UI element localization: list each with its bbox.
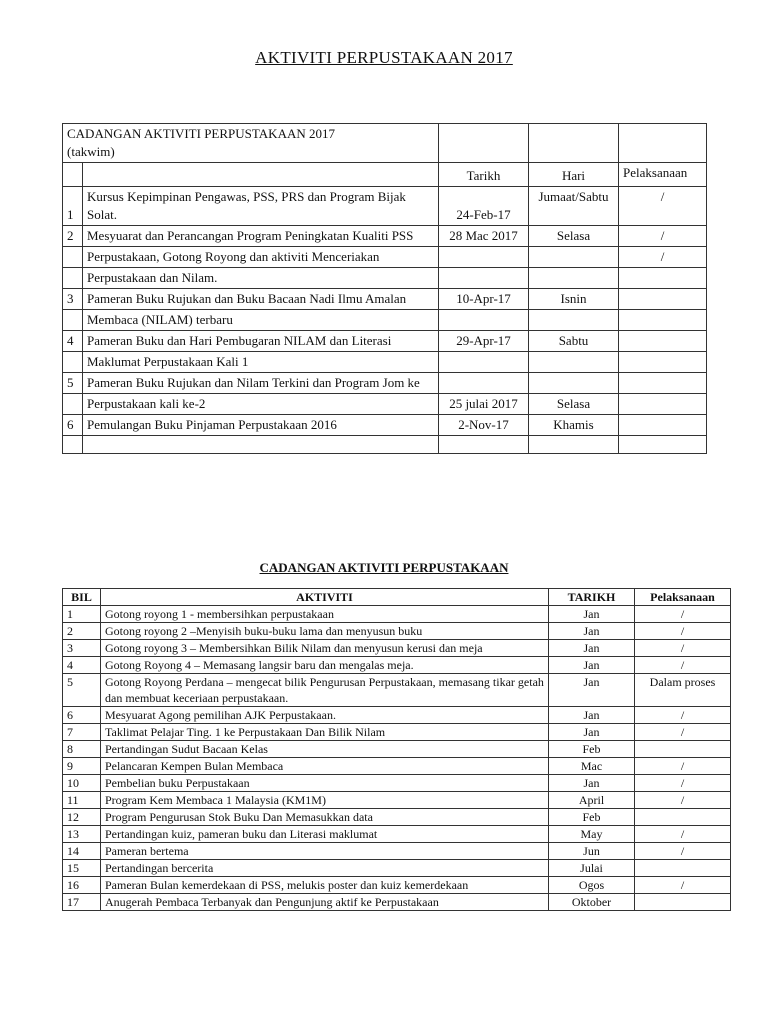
table-row xyxy=(63,758,731,775)
row-bil: 13 xyxy=(63,826,101,843)
row-tarikh: Jan xyxy=(549,707,635,724)
row-aktiviti: Pertandingan Sudut Bacaan Kelas xyxy=(101,741,549,758)
row-pelaksanaan: / xyxy=(619,187,707,226)
col-hari-header: Hari xyxy=(529,163,619,187)
row-aktiviti: Gotong royong 2 –Menyisih buku-buku lama dan menyusun buku xyxy=(101,623,549,640)
row-pelaksanaan xyxy=(619,352,707,373)
row-tarikh: May xyxy=(549,826,635,843)
row-tarikh: 24-Feb-17 xyxy=(439,187,529,226)
row-aktiviti: Pertandingan kuiz, pameran buku dan Literasi maklumat xyxy=(101,826,549,843)
row-tarikh: Feb xyxy=(549,809,635,826)
row-pelaksanaan xyxy=(619,415,707,436)
row-number xyxy=(63,436,83,454)
row-aktiviti: Gotong Royong 4 – Memasang langsir baru dan mengalas meja. xyxy=(101,657,549,674)
table-row xyxy=(63,226,707,247)
row-tarikh xyxy=(439,310,529,331)
row-number xyxy=(63,268,83,289)
row-pelaksanaan: / xyxy=(635,623,731,640)
row-number: 3 xyxy=(63,289,83,310)
row-tarikh: 2-Nov-17 xyxy=(439,415,529,436)
row-bil: 1 xyxy=(63,606,101,623)
takwim-header-line1: CADANGAN AKTIVITI PERPUSTAKAAN 2017 xyxy=(67,126,335,141)
table-row xyxy=(63,331,707,352)
table-row xyxy=(63,247,707,268)
table-header-row xyxy=(63,124,707,163)
row-pelaksanaan: Dalam proses xyxy=(635,674,731,707)
row-bil: 10 xyxy=(63,775,101,792)
row-aktiviti: Program Pengurusan Stok Buku Dan Memasukkan data xyxy=(101,809,549,826)
row-tarikh: Jan xyxy=(549,640,635,657)
row-number: 1 xyxy=(63,187,83,226)
table-row xyxy=(63,809,731,826)
row-number: 4 xyxy=(63,331,83,352)
row-aktiviti: Gotong royong 3 – Membersihkan Bilik Nilam dan menyusun kerusi dan meja xyxy=(101,640,549,657)
row-aktiviti: Pameran Bulan kemerdekaan di PSS, melukis poster dan kuiz kemerdekaan xyxy=(101,877,549,894)
row-aktiviti: Pertandingan bercerita xyxy=(101,860,549,877)
row-bil: 7 xyxy=(63,724,101,741)
row-bil: 12 xyxy=(63,809,101,826)
row-tarikh: Feb xyxy=(549,741,635,758)
row-aktiviti: Perpustakaan dan Nilam. xyxy=(83,268,439,289)
table-row xyxy=(63,310,707,331)
row-aktiviti: Pameran Buku Rujukan dan Buku Bacaan Nadi Ilmu Amalan xyxy=(83,289,439,310)
row-tarikh: April xyxy=(549,792,635,809)
table-row xyxy=(63,394,707,415)
row-pelaksanaan xyxy=(619,310,707,331)
row-tarikh: 29-Apr-17 xyxy=(439,331,529,352)
row-hari: Selasa xyxy=(529,226,619,247)
row-hari: Isnin xyxy=(529,289,619,310)
table-row xyxy=(63,792,731,809)
row-aktiviti: Program Kem Membaca 1 Malaysia (KM1M) xyxy=(101,792,549,809)
row-pelaksanaan xyxy=(635,860,731,877)
row-aktiviti: Perpustakaan, Gotong Royong dan aktiviti Menceriakan xyxy=(83,247,439,268)
col-pelaksanaan-header: Pelaksanaan xyxy=(619,163,707,187)
row-pelaksanaan: / xyxy=(635,640,731,657)
row-pelaksanaan xyxy=(619,394,707,415)
row-tarikh: Jun xyxy=(549,843,635,860)
row-aktiviti: Pameran Buku Rujukan dan Nilam Terkini dan Program Jom ke xyxy=(83,373,439,394)
col-tarikh-header: TARIKH xyxy=(549,589,635,606)
row-aktiviti: Perpustakaan kali ke-2 xyxy=(83,394,439,415)
row-pelaksanaan: / xyxy=(635,758,731,775)
row-aktiviti: Kursus Kepimpinan Pengawas, PSS, PRS dan Program Bijak Solat. xyxy=(83,187,439,226)
table-row xyxy=(63,268,707,289)
row-pelaksanaan xyxy=(619,436,707,454)
table-row xyxy=(63,289,707,310)
row-number: 5 xyxy=(63,373,83,394)
row-aktiviti: Pemulangan Buku Pinjaman Perpustakaan 2016 xyxy=(83,415,439,436)
row-tarikh: Jan xyxy=(549,606,635,623)
row-bil: 4 xyxy=(63,657,101,674)
row-pelaksanaan: / xyxy=(635,606,731,623)
row-aktiviti: Gotong Royong Perdana – mengecat bilik Pengurusan Perpustakaan, memasang tikar getah dan membuat keceriaan perpustakaan. xyxy=(101,674,549,707)
row-tarikh: 25 julai 2017 xyxy=(439,394,529,415)
row-tarikh: Jan xyxy=(549,623,635,640)
row-tarikh: Jan xyxy=(549,657,635,674)
row-bil: 5 xyxy=(63,674,101,707)
row-pelaksanaan xyxy=(635,809,731,826)
table-header-row xyxy=(63,589,731,606)
row-pelaksanaan: / xyxy=(635,775,731,792)
row-hari xyxy=(529,436,619,454)
row-tarikh xyxy=(439,247,529,268)
row-hari: Sabtu xyxy=(529,331,619,352)
row-pelaksanaan: / xyxy=(635,724,731,741)
takwim-header xyxy=(63,124,439,163)
row-aktiviti: Taklimat Pelajar Ting. 1 ke Perpustakaan Dan Bilik Nilam xyxy=(101,724,549,741)
row-tarikh: Mac xyxy=(549,758,635,775)
table-row xyxy=(63,436,707,454)
section-subtitle: CADANGAN AKTIVITI PERPUSTAKAAN xyxy=(259,560,509,575)
row-bil: 8 xyxy=(63,741,101,758)
row-aktiviti: Pameran Buku dan Hari Pembugaran NILAM dan Literasi xyxy=(83,331,439,352)
row-hari xyxy=(529,373,619,394)
table-row xyxy=(63,623,731,640)
row-pelaksanaan xyxy=(635,741,731,758)
row-aktiviti xyxy=(83,436,439,454)
row-number xyxy=(63,352,83,373)
row-bil: 17 xyxy=(63,894,101,911)
row-aktiviti: Membaca (NILAM) terbaru xyxy=(83,310,439,331)
page-title: AKTIVITI PERPUSTAKAAN 2017 xyxy=(255,48,513,67)
table-row xyxy=(63,415,707,436)
row-aktiviti: Maklumat Perpustakaan Kali 1 xyxy=(83,352,439,373)
row-hari xyxy=(529,268,619,289)
col-bil-header: BIL xyxy=(63,589,101,606)
row-tarikh: Jan xyxy=(549,724,635,741)
row-tarikh: Julai xyxy=(549,860,635,877)
row-hari: Selasa xyxy=(529,394,619,415)
row-hari xyxy=(529,310,619,331)
table-row xyxy=(63,352,707,373)
row-aktiviti: Pameran bertema xyxy=(101,843,549,860)
row-bil: 16 xyxy=(63,877,101,894)
table-row xyxy=(63,373,707,394)
row-bil: 3 xyxy=(63,640,101,657)
table-row xyxy=(63,843,731,860)
row-tarikh: Jan xyxy=(549,674,635,707)
table-row xyxy=(63,657,731,674)
row-number xyxy=(63,310,83,331)
row-pelaksanaan xyxy=(619,331,707,352)
row-pelaksanaan: / xyxy=(635,826,731,843)
row-bil: 2 xyxy=(63,623,101,640)
table-row xyxy=(63,187,707,226)
row-pelaksanaan: / xyxy=(635,707,731,724)
table-row xyxy=(63,877,731,894)
row-aktiviti: Pembelian buku Perpustakaan xyxy=(101,775,549,792)
row-bil: 11 xyxy=(63,792,101,809)
table-row xyxy=(63,826,731,843)
row-tarikh: Ogos xyxy=(549,877,635,894)
table-row xyxy=(63,860,731,877)
row-pelaksanaan: / xyxy=(635,843,731,860)
row-pelaksanaan xyxy=(619,268,707,289)
row-number xyxy=(63,247,83,268)
table-row xyxy=(63,724,731,741)
row-hari xyxy=(529,247,619,268)
row-tarikh xyxy=(439,352,529,373)
row-pelaksanaan: / xyxy=(635,657,731,674)
row-number xyxy=(63,394,83,415)
takwim-header-line2: (takwim) xyxy=(67,144,115,159)
col-aktiviti-header: AKTIVITI xyxy=(101,589,549,606)
row-pelaksanaan: / xyxy=(635,792,731,809)
table-row xyxy=(63,606,731,623)
row-bil: 6 xyxy=(63,707,101,724)
row-pelaksanaan xyxy=(635,894,731,911)
table-header-row xyxy=(63,163,707,187)
table-row xyxy=(63,640,731,657)
row-hari: Jumaat/Sabtu xyxy=(529,187,619,226)
activity-table xyxy=(62,588,731,911)
row-aktiviti: Mesyuarat Agong pemilihan AJK Perpustakaan. xyxy=(101,707,549,724)
row-tarikh xyxy=(439,373,529,394)
row-aktiviti: Pelancaran Kempen Bulan Membaca xyxy=(101,758,549,775)
row-bil: 14 xyxy=(63,843,101,860)
row-tarikh xyxy=(439,268,529,289)
row-tarikh: 10-Apr-17 xyxy=(439,289,529,310)
table-row xyxy=(63,707,731,724)
row-tarikh: 28 Mac 2017 xyxy=(439,226,529,247)
row-pelaksanaan: / xyxy=(619,247,707,268)
takwim-table xyxy=(62,123,707,454)
row-pelaksanaan: / xyxy=(619,226,707,247)
row-pelaksanaan xyxy=(619,289,707,310)
row-tarikh: Jan xyxy=(549,775,635,792)
col-pelaksanaan-header: Pelaksanaan xyxy=(635,589,731,606)
row-bil: 9 xyxy=(63,758,101,775)
row-aktiviti: Anugerah Pembaca Terbanyak dan Pengunjung aktif ke Perpustakaan xyxy=(101,894,549,911)
table-row xyxy=(63,775,731,792)
row-pelaksanaan: / xyxy=(635,877,731,894)
row-aktiviti: Mesyuarat dan Perancangan Program Peningkatan Kualiti PSS xyxy=(83,226,439,247)
table-row xyxy=(63,741,731,758)
row-hari: Khamis xyxy=(529,415,619,436)
table-row xyxy=(63,674,731,707)
row-tarikh xyxy=(439,436,529,454)
row-pelaksanaan xyxy=(619,373,707,394)
row-hari xyxy=(529,352,619,373)
row-number: 2 xyxy=(63,226,83,247)
row-bil: 15 xyxy=(63,860,101,877)
row-tarikh: Oktober xyxy=(549,894,635,911)
col-tarikh-header: Tarikh xyxy=(439,163,529,187)
row-aktiviti: Gotong royong 1 - membersihkan perpustakaan xyxy=(101,606,549,623)
row-number: 6 xyxy=(63,415,83,436)
table-row xyxy=(63,894,731,911)
